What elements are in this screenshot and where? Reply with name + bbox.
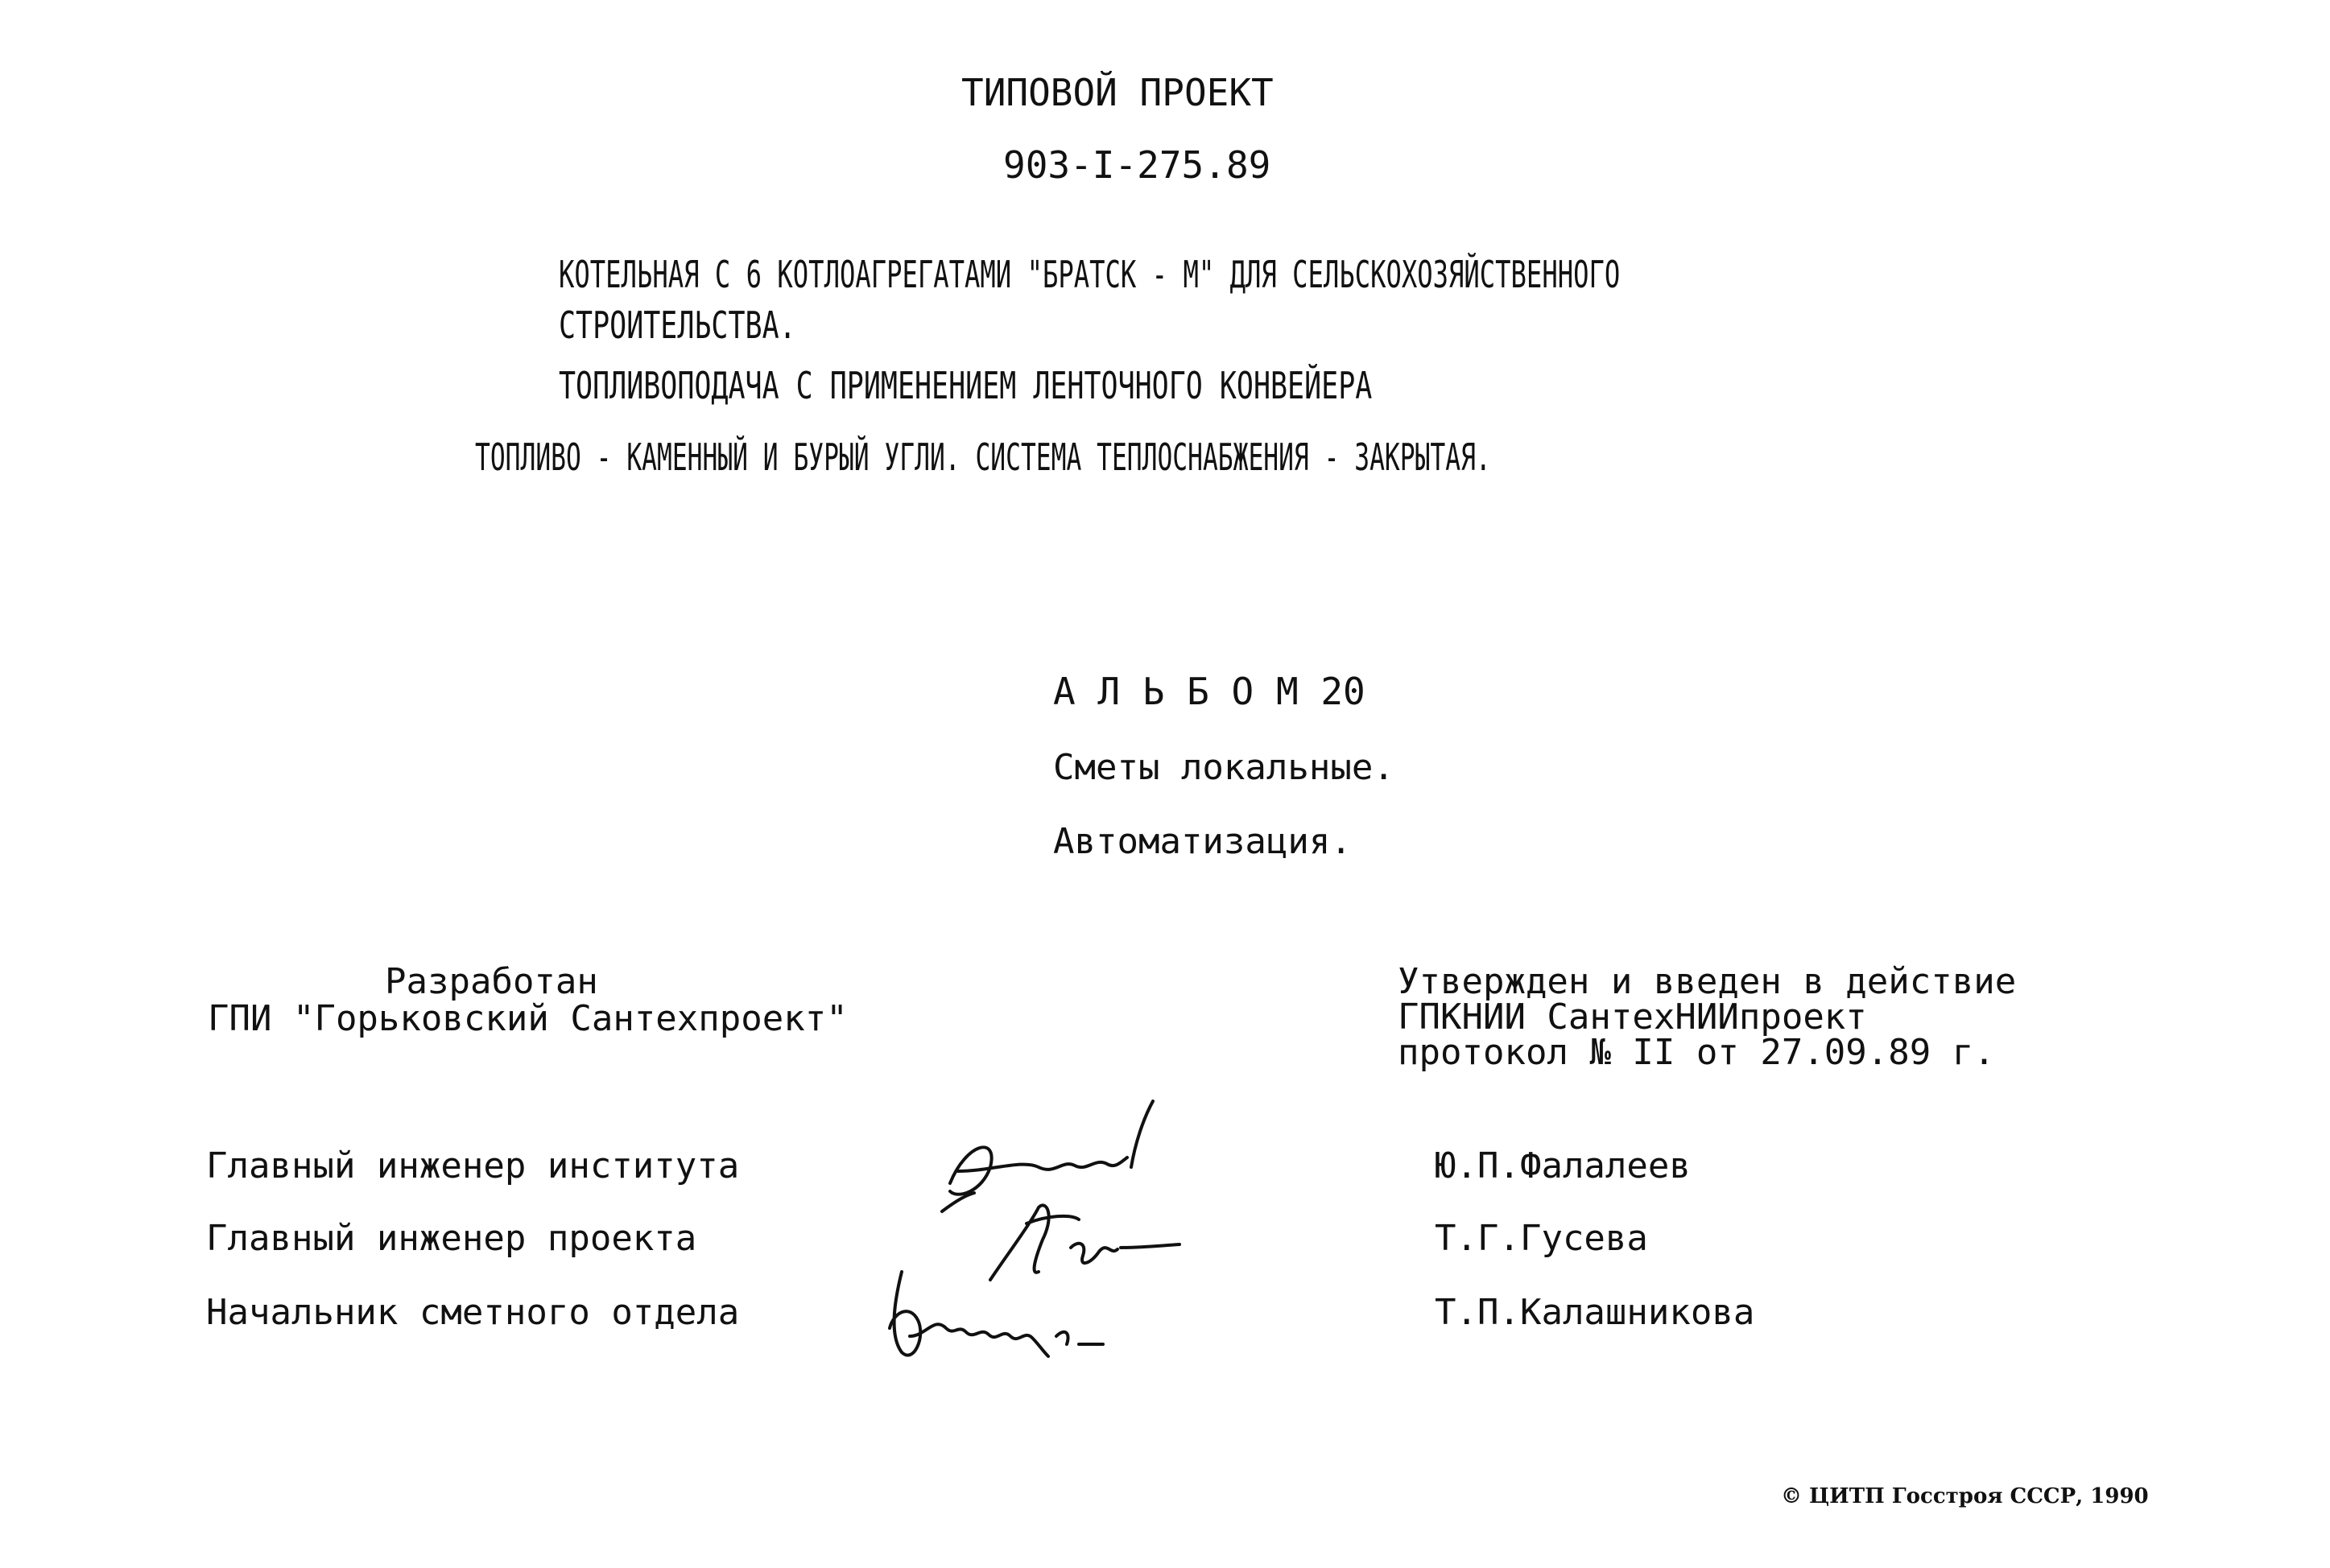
- developer-org: ГПИ "Горьковский Сантехпроект": [208, 998, 848, 1039]
- signature-head-estimates: [878, 1256, 1135, 1376]
- approval-line-1: Утвержден и введен в действие: [1398, 961, 2017, 1002]
- signatory-name: Т.Г.Гусева: [1435, 1218, 1648, 1259]
- signatory-name: Ю.П.Фалалеев: [1435, 1145, 1691, 1186]
- signatory-position: Главный инженер проекта: [206, 1218, 697, 1259]
- approval-line-2: ГПКНИИ СантехНИИпроект: [1398, 997, 1867, 1038]
- album-subtitle-automation: Автоматизация.: [1053, 821, 1352, 862]
- title-line-4: ТОПЛИВО - КАМЕННЫЙ И БУРЫЙ УГЛИ. СИСТЕМА ТЕПЛОСНАБЖЕНИЯ - ЗАКРЫТАЯ.: [475, 435, 1491, 479]
- signatory-name: Т.П.Калашникова: [1435, 1292, 1755, 1333]
- signatory-position: Главный инженер института: [206, 1145, 740, 1186]
- album-label: А Л Ь Б О М 20: [1053, 670, 1365, 713]
- album-subtitle-estimates: Сметы локальные.: [1053, 747, 1394, 788]
- developer-label: Разработан: [385, 961, 598, 1002]
- project-number: 903-I-275.89: [1003, 143, 1271, 187]
- approval-line-3: протокол № II от 27.09.89 г.: [1398, 1032, 1995, 1073]
- title-line-2: СТРОИТЕЛЬСТВА.: [559, 303, 796, 347]
- signatory-position: Начальник сметного отдела: [206, 1292, 740, 1333]
- project-series: ТИПОВОЙ ПРОЕКТ: [961, 71, 1274, 114]
- copyright-notice: © ЦИТП Госстроя СССР, 1990: [1781, 1484, 2149, 1508]
- title-line-1: КОТЕЛЬНАЯ С 6 КОТЛОАГРЕГАТАМИ "БРАТСК - М" ДЛЯ СЕЛЬСКОХОЗЯЙСТВЕННОГО: [559, 253, 1621, 296]
- title-line-3: ТОПЛИВОПОДАЧА С ПРИМЕНЕНИЕМ ЛЕНТОЧНОГО КОНВЕЙЕРА: [559, 364, 1373, 407]
